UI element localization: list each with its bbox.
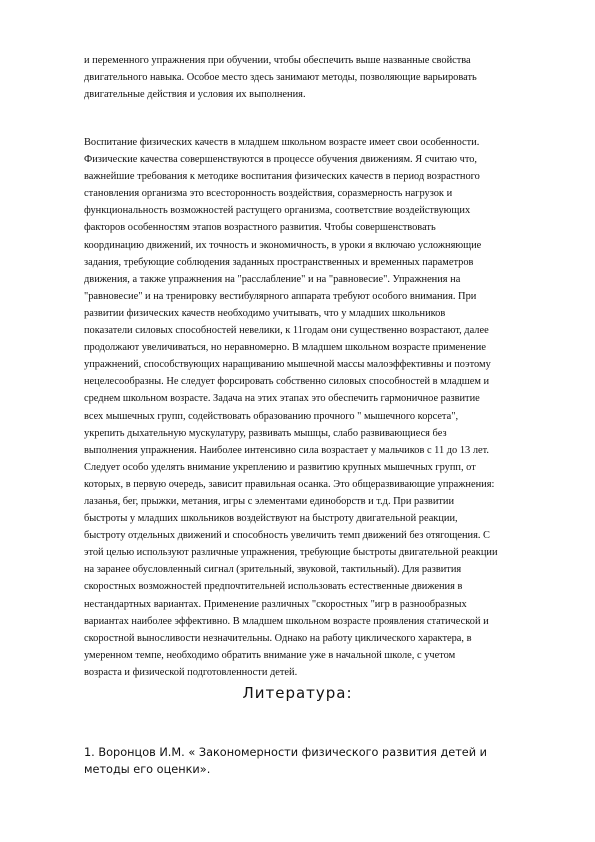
text-line: быстроту отдельных движений и способность увеличить темп движений без отягощения. С bbox=[84, 530, 490, 542]
text-line: скоростной выносливости незначительны. Однако на работу циклического характера, в bbox=[84, 632, 472, 644]
literature-list bbox=[84, 744, 544, 778]
text-line: которых, в первую очередь, зависит правильная осанка. Это общеразвивающие упражнения: bbox=[84, 478, 495, 490]
text-line: становления организма это всесторонность воздействия, соразмерность нагрузок и bbox=[84, 188, 453, 200]
text-line: укрепить дыхательную мускулатуру, развивать мышцы, слабо развивающиеся без bbox=[84, 427, 447, 439]
text-line: методы его оценки». bbox=[84, 763, 211, 776]
text-line: выполнения упражнения. Наиболее интенсивно сила возрастает у мальчиков с 11 до 13 лет. bbox=[84, 444, 489, 456]
text-line: факторов особенностям этапов возрастного развития. Чтобы совершенствовать bbox=[84, 222, 436, 234]
text-line: Физические качества совершенствуются в процессе обучения движениям. Я считаю что, bbox=[84, 154, 478, 166]
text-line: и переменного упражнения при обучении, чтобы обеспечить выше названные свойства bbox=[84, 55, 471, 66]
text-line: на заранее обусловленный сигнал (зрительный, звуковой, тактильный). Для развития bbox=[84, 564, 462, 576]
text-line: быстроты у младших школьников воздействуют на быстроту двигательной реакции, bbox=[84, 513, 458, 525]
main-paragraph bbox=[84, 134, 534, 681]
text-line: этой целью используют различные упражнения, требующие быстроты двигательной реакции bbox=[84, 547, 498, 559]
text-line: всех мышечных групп, содействовать образованию прочного " мышечного корсета", bbox=[84, 410, 459, 422]
text-line: нецелесообразны. Не следует форсировать собственно силовых способностей в младшем и bbox=[84, 376, 490, 388]
text-line: функциональность возможностей растущего организма, соответствие воздействующих bbox=[84, 205, 471, 217]
intro-paragraph bbox=[84, 52, 534, 103]
text-line: движения, а также упражнения на "расслабление" и на "равновесие". Упражнения на bbox=[84, 273, 461, 285]
text-line: упражнений, способствующих наращиванию мышечной массы малоэффективны и поэтому bbox=[84, 359, 491, 371]
text-line: продолжают увеличиваться, но неравномерно. В младшем школьном возрасте применение bbox=[84, 342, 486, 354]
text-line: 1. Воронцов И.М. « Закономерности физического развития детей и bbox=[84, 746, 488, 759]
text-line: умеренном темпе, необходимо обратить внимание уже в начальной школе, с учетом bbox=[84, 649, 456, 661]
text-line: нестандартных вариантах. Применение различных "скоростных "игр в разнообразных bbox=[84, 598, 467, 610]
text-line: лазанья, бег, прыжки, метания, игры с элементами единоборств и т.д. При развитии bbox=[84, 495, 455, 507]
text-line: среднем школьном возрасте. Задача на этих этапах это обеспечить гармоничное развитие bbox=[84, 393, 480, 405]
text-line: показатели силовых способностей невелики, к 11годам они существенно возрастают, далее bbox=[84, 325, 489, 337]
text-line: задания, требующие соблюдения заданных пространственных и временных параметров bbox=[84, 256, 474, 268]
text-line: Воспитание физических качеств в младшем школьном возрасте имеет свои особенности. bbox=[84, 137, 480, 148]
text-line: скоростных возможностей предпочтительней использовать естественные движения в bbox=[84, 581, 463, 593]
text-line: развитии физических качеств необходимо учитывать, что у младших школьников bbox=[84, 307, 446, 319]
literature-item bbox=[84, 744, 544, 778]
text-line: Следует особо уделять внимание укреплению и развитию крупных мышечных групп, от bbox=[84, 461, 476, 473]
text-line: важнейшие требования к методике воспитания физических качеств в период возрастного bbox=[84, 171, 480, 183]
text-line: вариантах наиболее эффективно. В младшем школьном возрасте проявления статической и bbox=[84, 615, 489, 627]
text-line: координацию движений, их точность и экономичность, в уроки я включаю усложняющие bbox=[84, 239, 482, 251]
text-line: двигательные действия и условия их выполнения. bbox=[84, 89, 306, 101]
text-line: двигательного навыка. Особое место здесь занимают методы, позволяющие варьировать bbox=[84, 72, 477, 84]
literature-heading: Литература: bbox=[242, 684, 353, 702]
text-line: возраста и физической подготовленности детей. bbox=[84, 666, 298, 678]
text-line: "равновесие" и на тренировку вестибулярного аппарата требуют особого внимания. При bbox=[84, 290, 477, 302]
